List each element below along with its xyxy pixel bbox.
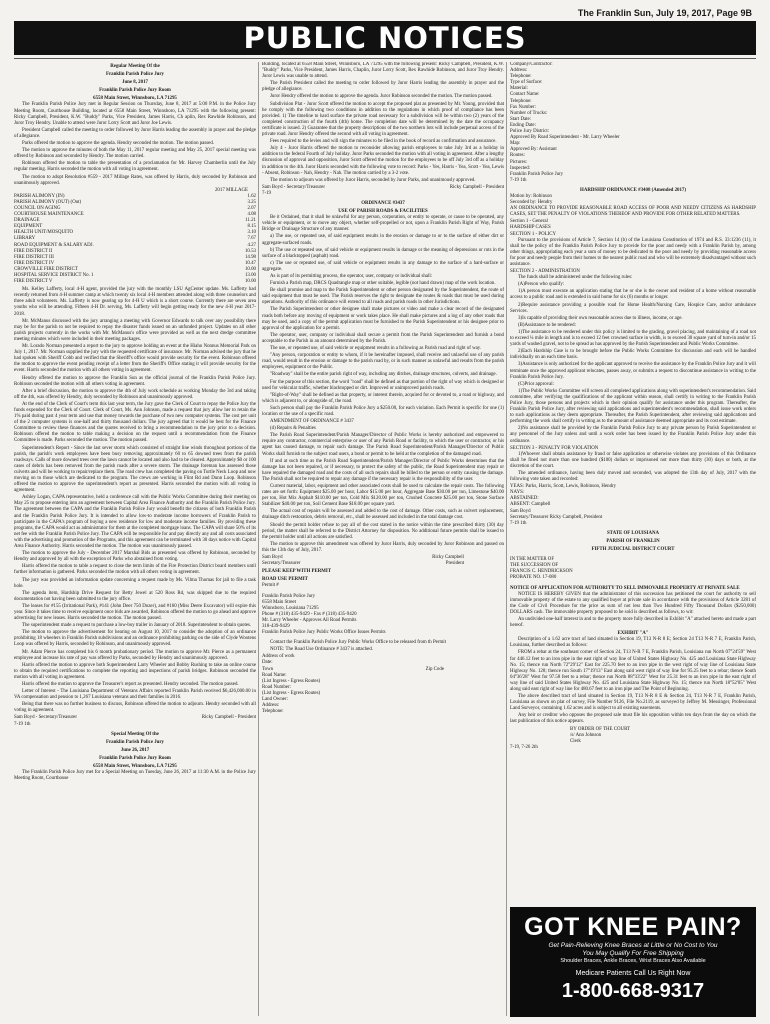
millage-row: HOSPITAL SERVICE DISTRICT No. 1 13.00	[14, 273, 256, 278]
millage-heading: 2017 MILLAGE	[214, 187, 248, 193]
notice-heading: Franklin Parish Police Jury Room	[99, 755, 171, 761]
notice-heading: 6558 Main Street, Winnsboro, LA 71295	[93, 96, 177, 102]
court-heading: FIFTH JUDICIAL DISTRICT COURT	[591, 547, 675, 553]
form-field: Approved By Road Superintendent - Mr. Larry Wheeler	[510, 135, 620, 141]
motion-line: Motion by: Robinson	[510, 193, 552, 199]
form-field: Town Zip Code	[262, 666, 444, 672]
paragraph: The motion to approve this amendment was offered by Juror Harris, duly seconded by Juror Robinson and passed on this the 13th day of July, 2017.	[262, 541, 504, 553]
ordinance-heading: HARDSHIP ORDINANCE #3408 (Amended 2017)	[580, 187, 686, 193]
vote-line: NAYS:	[510, 490, 525, 496]
paragraph: The amended ordinance, having been duly moved and seconded, was adopted the 13th day of July, 2017 with the following vote taken and recorded:	[510, 471, 756, 483]
paragraph: 2)Require assistance providing a possible road for Home Health/Nursing Care, Hospice Care, and/or ambulance Services.	[510, 302, 756, 314]
section-line: HARDSHIP CASES	[510, 225, 551, 231]
notice-heading: Special Meeting Of the	[111, 731, 159, 737]
form-field: Telephone:	[510, 98, 532, 104]
column-2	[262, 62, 504, 1018]
paragraph: NOTE: The Road Use Ordinance # 3437 is attached.	[270, 647, 373, 653]
paragraph: The Parish President called the meeting to order followed by Juror Harris leading the assembly in prayer and the pledge of allegiance.	[262, 81, 504, 93]
paragraph: Be it Ordained, that it shall be unlawful for any person, corporation, or entity to operate, or cause to be operated, any vehicle or equipment, or to move any object, whether self-propelled or not, upon a Franklin Parish Right of Way, Parish Bridge or Drainage Structure of any manner.	[262, 215, 504, 233]
paragraph: 1)A person must execute an application stating that he or she is the owner and resident of a home without reasonable access to a public road and is extended in said home for six (6) months or longer.	[510, 289, 756, 301]
knee-brace-ad[interactable]	[510, 907, 756, 1017]
paragraph: The motion to approve the July - December 2017 Marshal Bids as presented was offered by Robinson, seconded by Hendry and approved by all with the exception of Parks who abstained from voting.	[14, 551, 256, 563]
paragraph: For the purpose of this section, the word "road" shall be defined as that portion of the right of way which is designed or used for vehicular traffic, whether blacktopped or dirt. Improved or unimproved parish roads.	[262, 379, 504, 391]
paragraph: Juror Hendry offered the motion to approve the agenda. Juror Robinson seconded the motion. The motion passed.	[270, 94, 493, 100]
paragraph: The operator, user, company or individual shall secure a permit from the Parish Superintendent and furnish a bond acceptable to the Parish in an amount determined by the Parish.	[262, 332, 504, 344]
paragraph: Should the permit holder refuse to pay all of the cost stated in the notice within the time prescribed thirty (30) day period, the matter shall be referred to the District Attorney for disposition. No additional future permits shall be issued to the permit holder until all actions are satisfied.	[262, 522, 504, 540]
form-field: Number of Trucks:	[510, 110, 548, 116]
section-line: SECTION 3 - PENALTY FOR VIOLATION	[510, 445, 599, 451]
paragraph: Fees required to the levies and will sign the minutes to be filed in the book of record as confirmation and assurance.	[270, 139, 497, 145]
paragraph: c) The use or repeated use, of said vehicle or equipment results in any damage to the surface of a hard-surface or aggregate.	[262, 260, 504, 272]
permit-info: Mr. Larry Wheeler - Approves All Road Permits	[262, 617, 357, 623]
ad-callout: Medicare Patients Call Us Right Now	[575, 970, 691, 977]
court-order-line: BY ORDER OF THE COURT	[570, 726, 631, 732]
paragraph: FROM a rebar at the southeast corner of Section 24, T13 N-R 7 E, Franklin Parish, Louisiana run North 07°24'59" West for 446.12 feet to an iron pipe in the east right of way line of United States Highway No. 425 and Louisiana State Highway No. 15; thence run North 72°29'12" East for 225.70 feet to an iron pipe in the west right of way line of Louisiana State Highway No. 128; thence run South 17°19'13" East along said west right of way line for 95.25 feet to a rebar; thence South 04°36'28" West for 97.58 feet to a rebar; thence run North 88°33'22" West for 25.31 feet to an iron pipe in the east right of way line of said United States Highway No. 425 and Louisiana State Highway No. 15; thence run North 18°52'05" West along said east right of way line for 480.67 feet to an iron pipe and The Point of Beginning.	[510, 650, 756, 692]
form-field: Franklin Parish Police Jury	[510, 171, 564, 177]
paragraph: President Campbell called the meeting to order followed by Juror Harris leading the assembly in prayer and the pledge of allegiance.	[14, 127, 256, 139]
paragraph: Superintendent's Report - Since the last sever storm which consisted of straight line winds throughout portions of the parish, the parish's work employees have been busy removing approximately 60 to 65 downed trees from the parish roadways. Calls of more downed trees over the lawn cannot be located and also had to be cleared. Approximately $0 or 100 cases of debris has been removed from the parish roads after a severe storm. The drainage foreman has assessed those culverts and will be working to repair/replace them. The road crew has completed the paving on Turtle Neck Loop and now moving on to those which are dedicated to the program. The crews are working in Flint Rd and Dunn Loop. Robinson offered the motion to approve the superintendent's report as presented. Harris seconded the motion with all voting in agreement.	[14, 445, 256, 494]
paragraph: The use, or repeated use, of said vehicle or equipment results in a following as Parish road and right of way.	[270, 346, 482, 352]
millage-row: FIRE DISTRICT II 10.53	[14, 248, 256, 254]
paragraph: Harris offered the motion to table a request to close the term limits of the Fire Protection District board members until further information is gathered. Parks seconded the motion with all others voting in agreement.	[14, 564, 256, 576]
ad-phone-number[interactable]: 1-800-668-9317	[561, 980, 705, 1002]
vote-line: YEAS: Parks, Harris, Scott, Lewis, Robinson, Hendry	[510, 484, 617, 490]
permit-info: Winnsboro, Louisiana 71295	[262, 605, 319, 611]
paragraph: b) The use or repeated use, of said vehicle or equipment results in damage or the meaning of depressions or ruts in the surface of a blacktopped (asphalt) road.	[262, 247, 504, 259]
publication-date: 7-19 1th	[510, 520, 527, 526]
paragraph: Being that there was no further business to discuss, Robinson offered the motion to adjourn. Hendry seconded with all voting in agreement.	[14, 702, 256, 714]
form-field: Pictures:	[510, 159, 528, 165]
permit-info: Franklin Parish Police Jury	[262, 593, 316, 599]
form-field: Inspected:	[510, 165, 531, 171]
millage-row: FIRE DISTRICT III 14.98	[14, 254, 256, 260]
court-order-line: /s/ Ann Johnson	[570, 732, 602, 738]
paragraph: NOTICE IS HEREBY GIVEN that the administrator of this succession has petitioned the court for authority to sell immovable property of the estate to any qualified buyer at private sale in accordance with the provisions of Article 3281 of the Code of Civil Procedure for the price as sum of not less than Two Hundred Fifty Thousand Dollars ($250,000) DOLLARS cash. The immovable property proposed to be sold is described as follows, to wit:	[510, 591, 756, 615]
vote-line: ABSTAINED:	[510, 496, 539, 502]
vote-line: ABSENT: Campbell	[510, 502, 551, 508]
court-heading: STATE OF LOUISIANA	[606, 530, 660, 536]
form-field: Address:	[510, 68, 528, 74]
notice-heading: Franklin Parish Police Jury Room	[99, 88, 171, 94]
paragraph: The superintendent made a request to purchase a low-boy trailer in January of 2018. Superintendent to obtain quotes.	[22, 623, 252, 629]
permit-info: 6558 Main Street	[262, 599, 296, 605]
publication-date: 7-19 1th	[510, 177, 527, 183]
paragraph: The Franklin Parish Police Jury met in Regular Session on Thursday, June 8, 2017 at 5:00 P.M. in the Police Jury Meeting Room, Courthouse Building, located at 6558 Main Street, Winnsboro, LA 71295 with the following present: Ricky Campbell, President, K.W. "Buddy" Parks, Vice President, James Harris, Ch aplin, Rex Rawhide Robinson, and Juror Troy Hendry. Unable to attend were Juror Lorry Scott and Juror Joe Lewis.	[14, 102, 256, 126]
paragraph: Ms. Kelley Lafferty, local 4-H agent, provided the jury with the monthly LSU AgCenter update. Ms. Lafferty had recently returned from 4-H summer camp at which twenty six local 4-H members attended along with three counselors and three adult volunteers. Ms. Lafferty is now gearing up for 4-H U which is a short course. Currently there are seven area youths who will be attending. Fifteen 4-H Dr. serving, Ms. Lafferty will begin getting ready for the new 4-H year 2017-2018.	[14, 287, 256, 317]
paragraph: Subdivision Plat - Juror Scott offered the motion to accept the proposed plat as presented by Mr. Young, provided that he comply with the following two conditions in addition to the regulations in which proof of compliance has been provided. 1) The timeline to hard surface the private road necessary for a subdivision will be within two (2) years of the completed construction of the fourth (4th) home. The completion date will be determined by the date the occupancy certificate is issued. 2) Guarantee that the property descriptions of the two northern lots will include perpetual access of the private road. Juror Hendry offered the second with all voting in agreement.	[262, 101, 504, 138]
banner-rule	[14, 58, 756, 59]
paragraph: Mr. Lorado Norman presented a report to the jury to approve holding an event at the Hiaho Nonnus Memorial Park on July 1, 2017. Mr. Norman supplied the jury with the requested certificate of insurance. Mr. Norman advised the jury that he had spoken with Sheriff Cobb and verified that the Sheriff's office would provide security for the event. Robinson offered the motion to approve the event pending receipt of a letter from the Sheriff's Office stating it will provide security for the event. Harris seconded the motion with all others voting in agreement.	[14, 344, 256, 374]
ordinance-heading: USE OF PARISH ROADS & FACILITIES	[338, 209, 428, 215]
ad-tagline: Get Pain-Relieving Knee Braces at Little or No Cost to You	[548, 942, 718, 949]
paragraph: Harris offered the motion to approve the Treasurer's report as presented. Hendry seconded. The motion passed.	[22, 682, 239, 687]
ad-headline: GOT KNEE PAIN?	[524, 913, 742, 941]
exhibit-label: EXHIBIT "A"	[617, 631, 649, 637]
permit-number: Permit #	[262, 583, 279, 589]
motion-line: Seconded by: Hendry	[510, 200, 553, 206]
signature-line: Sam Boyd - Secretary/Treasurer Ricky Campbell - President	[262, 184, 504, 190]
paragraph: Harris offered the motion to approve both Superintendent Larry Wheeler and Bobby Rushing to take an online course to obtain the required certifications to complete the reporting and inspections of parish bridges. Robinson seconded the motion with all voting in agreement.	[14, 662, 256, 680]
paragraph: The agenda item, Hardship Drive Request for Betty Jewel at 520 Ross Rd, was skipped due to the required documentation not having been submitted to the jury office.	[14, 590, 256, 602]
notice-heading: June 8, 2017	[122, 80, 148, 86]
signature-line: Secretary/Treasurer President	[262, 561, 464, 567]
millage-row: LIBRARY 7.67	[14, 236, 256, 242]
millage-row: PARISH ALIMONY (OUT) (Out) 3.25	[14, 199, 256, 205]
millage-row: CROWVILLE FIRE DISTRICT 10.00	[14, 266, 256, 272]
form-field: Address of work	[262, 654, 295, 660]
notice-heading: June 26, 2017	[120, 747, 150, 753]
section-line: SECTION 2 - ADMINISTRATION	[510, 269, 580, 275]
paragraph: Any heir or creditor who opposes the proposed sale must file his opposition within ten days from the day on which the last publication of this notice appears.	[510, 713, 756, 725]
form-field: Land Owner:	[262, 697, 288, 702]
publication-date: 7-19	[262, 190, 271, 196]
paragraph: The Parish Superintendent or other designee shall make pictures or video and make a clear record of the designated roads both before any moving of equipment or work takes place. He shall make pictures and a log of any other roads that may be used, and a copy of the permit application must be furnished to the Parish Superintendent or his designee prior to approval of the application for a permit.	[262, 307, 504, 331]
paragraph: The above described tract of land situated in Section 19, T13 N-R 8 E & Section 24, T13 N-R 7 E, Franklin Parish, Louisiana as shown on plat of survey, File Number 9126, File No.2119, as surveyed by Jeffrey M. Messinger, Professional Land Surveyor, containing 1.62 acres and is subject to all existing easements.	[510, 694, 756, 712]
form-field: Type of Surface:	[510, 80, 543, 86]
paragraph: Building, located at 6558 Main Street, Winnsboro, LA 71295 with the following present: Ricky Campbell, President, K.W. "Buddy" Parks, Vice President, James Harris, Chaplin, Juror Lorry Scott, Rex Rawhide Robinson, and Juror Troy Hendry. Juror Lewis was unable to attend.	[262, 62, 504, 80]
paragraph: Pursuant to the provisions of Article 7, Section 14 (b) of the Louisiana Constitution of 1974 and R.S. 33:1236 (11), it shall be the policy of the Franklin Parish Police Jury to provide for the poor and needy with a Franklin Parish by, among other things, appropriating each year a sum of money to be dedicated to the poor and needy by providing reasonable access for poor and needy people from their homes to the nearest public road and who will be extremely disadvantaged without such assistance.	[510, 237, 756, 267]
signature-line: Sam Boyd Ricky Campbell	[262, 555, 464, 561]
paragraph: 3)Assistance is only authorized for the applicant approved to receive the assistance by the Franklin Police Jury and it will terminate once the approved applicant relocates, passes away, or submits a request to discontinue assistance in writing to the Franklin Parish Police Jury.	[510, 362, 756, 380]
notice-heading: NOTICE OF APPLICATION FOR AUTHORITY TO SELL IMMOVABLE PROPERTY AT PRIVATE SALE	[510, 585, 740, 591]
paragraph: Current material, labor, equipment and other associated costs shall be used to calculate the repair costs. The following rates are set forth: Equipment $25.00 per hour, Labor $15.00 per hour, Aggregate Base $30.00 per ton, Limestone $40.00 per ton, Hot Mix Asphalt $110.00 per ton, Cold Mix $120.00 per ton, Crushed Concrete $25.00 per ton, Stone Surface Stabilizer $40.00 per ton, Soil Cement Base $18.00 per square yard.	[262, 484, 504, 508]
paragraph: 2)Each Hardship Case is to be brought before the Public Works Committee for discussion and each will be handled individually on an each time basis.	[510, 349, 756, 361]
paragraph: Letter of Interest - The Louisiana Department of Veterans Affairs reported Franklin Parish received $6,426,000.00 in VA compensation and pension to 1,267 Louisiana veterans and their families in 2016.	[14, 689, 256, 701]
paragraph: Furnish a Parish map, DRCS Quadrangle map or other suitable, legible (not hand drawn) map of the work location.	[270, 281, 496, 287]
millage-row: COUNCIL ON AGING 2.07	[14, 205, 256, 211]
paragraph: Be shall promise and map to the Parish Superintendent or other person designated by the Superintendent, the route of said equipment that must be used. The Parish reserves the right to designate the routes & roads that must be used during operations. Authority of this ordinance will extend to all roads and parish roads in other Jurisdictions.	[262, 288, 504, 306]
paragraph: At the end of the Clerk of Court's term this last year term, the Jury gave the Clerk of Court to repay the Police Jury the funds expended for the Clerk of Court. Clerk of Court, Ms. Ann Johnson, made a request that jury allow her to retain the 1% paid during past 4 year term and use that money towards the purchase of two new computer systems. The cost per unit of the 2 computer systems is one-half and thirty thousand dollars. The jury agreed that it would be best for the Finance Committee to review these finances and the quotes received to bring a recommendation to the jury prior to a decision. Robinson offered the motion to table making a decision on the request until a recommendation from the Finance Committee is made. Parks seconded the motion. The motion passed.	[14, 401, 256, 444]
form-field: Police Jury District:	[510, 129, 550, 135]
paragraph: 3)Is capable of providing their own reasonable access due to illness, income, or age.	[518, 315, 683, 321]
paragraph: "Right-of-Way" shall be defined as that property, or interest therein, acquired for or devoted to, a road or highway, and which is adjacent to, or alongside of, the road.	[262, 392, 504, 404]
paragraph: Mr. McManus discussed with the jury arranging a meeting with Governor Edwards to talk over any possibility there may be for the parish to not be required to repay the disaster funds issued on an unfunded project. Updates on all other parish projects currently in the works with Mr. McManus's office were provided as well as the next dredge committee meeting minutes which were included in their meeting packages.	[14, 318, 256, 342]
paragraph: The Parish Road Superintendent/Parish Manager/Director of Public Works is hereby authorized and empowered to require any contractor, commercial enterprise or user of any Parish Road or facility, to which the user or contractor, or his agent has caused damage, to repair such damage. The Parish Road Superintendent/Parish Manager/Director of Public Works shall furnish to the subject road users, a bond or permit to be held at the completion of the damaged road.	[262, 433, 504, 457]
column-divider	[258, 62, 259, 1016]
vote-line: Sam Boyd	[510, 508, 531, 514]
millage-row: FIRE DISTRICT IV 10.47	[14, 260, 256, 266]
paragraph: The motion to approve the minutes of both the May 11, 2017 regular meeting and May 25, 2017 special meeting was offered by Robinson and seconded by Hendry. The motion carried.	[14, 148, 256, 160]
permit-info: Phone # (318) 435-9429 - Fax # (318) 435-9420	[262, 611, 357, 617]
millage-row: FIRE DISTRICT V 10.00	[14, 279, 256, 285]
notice-heading: Franklin Parish Police Jury	[105, 739, 164, 745]
notice-heading: Regular Meeting Of the	[110, 64, 160, 69]
form-field: Date:	[262, 660, 273, 666]
form-field: Road Name:	[262, 672, 287, 678]
publication-date: 7-19 1th	[14, 721, 31, 727]
running-head: The Franklin Sun, July 19, 2017, Page 9B	[577, 8, 752, 18]
column-1	[14, 62, 256, 1018]
form-field: Road Number:	[262, 684, 291, 690]
form-field: (List Ingress - Egress Routes)	[262, 690, 321, 696]
court-order-line: Clerk	[570, 738, 581, 744]
paragraph: (A)Person who qualify:	[518, 282, 565, 288]
paragraph: Such person shall pay the Franklin Parish Police Jury a $250.00, for each violation. Each Permit is specific for one (1) location or the use of a specific road.	[262, 405, 504, 417]
publication-date: 7-19, 7-26 2th	[510, 744, 538, 750]
paragraph: An undivided one-half interest in and to the property more fully described in Exhibit "A" attached hereto and made a part hereof.	[510, 616, 756, 629]
ordinance-heading: ORDINANCE #3437	[361, 200, 405, 206]
millage-row: HEALTH UNIT/MOSQUITO 3.10	[14, 230, 256, 236]
form-field: Telephone:	[262, 709, 284, 715]
form-field: Address:	[262, 703, 280, 709]
signature-line: Sam Boyd - Secretary/Treasurer Ricky Campbell - President	[14, 715, 256, 721]
paragraph: "Any person, corporation or entity to whom, if it be hereinafter imposed, shall receive and unlawful use of any parish road, would result in the erosion or damage to the parish road by, or in such manner as unlawful and results from the parish employees, equipment or the Public.	[262, 353, 504, 371]
form-field: Start Date:	[510, 116, 532, 122]
form-field: Contact Name:	[510, 92, 540, 98]
section-line: Section 1 - General	[510, 219, 548, 225]
paragraph: The Franklin Parish Police Jury met for a Special Meeting on Tuesday, June 26, 2017 at 11:30 A.M. in the Police Jury Meeting Room, Courthouse	[14, 770, 256, 782]
ad-tagline: You May Qualify For Free Shipping	[582, 950, 684, 957]
form-field: Ending Date:	[510, 122, 536, 128]
millage-row: EQUIPMENT 8.15	[14, 224, 256, 230]
paragraph: July 4 - Juror Harris offered the motion to reconsider allowing parish employees to take July 3rd as a holiday in addition to the federal Fourth of July holiday. Juror Parks seconded the motion with all voting in agreement. After a lengthy discussion of approval and opposition, Juror Scott offered the motion for the employees to be off July 3rd off as a holiday in addition to the 4th. Juror Harris seconded with the following vote to record: Parks - Yes, Harris - Yea, Scott - Yea, Lewis - Absent, Robinson - Nah, Hendry - Nah. The motion carried by a 3-2 vote.	[262, 146, 504, 176]
paragraph: After a brief discussion, the motion to approve the 4th of July work schedule as working Monday the 3rd and taking off the 4th, was offered by Hendry, duly seconded by Robinson and unanimously approved.	[14, 388, 256, 400]
paragraph: 1)Whoever shall obtain assistance by fraud or false application or otherwise violates any provisions of this Ordinance shall be fined not more than one hundred ($100) dollars or imprisoned not more than thirty (30) days or both, at the discretion of the court.	[510, 451, 756, 469]
permit-label: ROAD USE PERMIT	[262, 577, 308, 583]
ad-tagline: Shoulder Braces, Ankle Braces, Wrist Braces Also Available	[560, 958, 706, 964]
paragraph: (B)Assistance to be rendered:	[518, 322, 576, 328]
paragraph: (C)Prior approval:	[518, 381, 554, 387]
millage-row: DRAINAGE 11.21	[14, 218, 256, 224]
paragraph: As is part of its permitting process, the operator, user, company or individual shall:	[270, 274, 433, 279]
case-line: IN THE MATTER OF	[510, 557, 555, 563]
case-line: PROBATE NO. 17-080	[510, 575, 557, 581]
paragraph: Robinson offered the motion to table the presentation of a proclamation for Mr. Harvey Chamberlin until the July regular meeting. Harris seconded the motion with all voting in agreement.	[14, 161, 256, 173]
paragraph: The leases for #155 (Irritational Park), #141 (John Deer 750 Dozer), and #160 (Miss Deere Excavator) will expire this year. Since it takes time to receive equipment once bids are awarded, Robinson offered the motion to go ahead and approve advertising for new leases. Harris seconded the motion. The motion passed.	[14, 603, 256, 622]
permit-info: Franklin Parish Police Jury Public Works Office Issues Permits	[262, 630, 386, 636]
paragraph: Mr. Adam Pierce has completed his 6 month probationary period. The motion to approve Mr. Pierce as a permanent employee and increase his rate of pay was offered by Parks, seconded by Hendry and unanimously approved.	[14, 649, 256, 661]
permit-label: PLEASE KEEP WITH PERMIT	[262, 569, 332, 575]
paragraph: "Roadway" shall be the entire parish right of way, including any ditches, drainage structures, culverts, and drainage.	[270, 372, 497, 378]
paragraph: The motion to adjourn was offered by Juror Harris, seconded by Juror Parks, and unanimously approved.	[270, 177, 476, 183]
paragraph: 1)The assistance to be rendered under this policy is limited to the grading, gravel placing, and maintaining of a road not to exceed ¼ mile in length and is to exceed 12 feet crowned surface in width, is to exceed 30 square yard of turn-in and/or 15 yards of washed gravel, not to be spread as has approved by the Parish Superintendent and Public Works Committee.	[510, 329, 756, 348]
paragraph: Contact the Franklin Parish Police Jury Public Works Office to be released from th Permit	[270, 640, 446, 646]
paragraph: Ashley Logan, CAPA representative, held a conference call with the Public Works Committee during their meeting on May 25 to propose entering into an agreement between Capital Area Finance Authority and the Franklin Parish Police Jury. The agreement between the CAPA and the Franklin Parish Police Jury would benefit the citizens of both Franklin Parish and the Franklin Parish Police Jury. It is intended to allow low-to moderate income borrowers of Franklin Parish to participate in the CAPA's program of buying a new residence for low and moderate income families. By providing these programs, the CAPA would act as administrator for them at the completed mortgage loans. The CAPA will share 50% of its net fee with the Franklin Parish Police Jury. The CAPA will be responsible for and pay directly any and all costs associated with the advertising and promotion of the Programs, and this agreement can be terminated with 30 days notice with Capital Area Finance Authority. Harris seconded the motion. The motion was unanimously passed.	[14, 495, 256, 550]
paragraph: Parks offered the motion to approve the agenda. Hendry seconded the motion. The motion passed.	[22, 141, 214, 147]
section-banner: PUBLIC NOTICES	[14, 21, 756, 55]
form-field: Approved By: Assistant	[510, 147, 557, 153]
case-line: THE SUCCESSION OF	[510, 563, 559, 569]
form-field: Map:	[510, 141, 521, 147]
vote-line: Secretary/Treasurer Ricky Campbell, President	[510, 514, 603, 520]
paragraph: a) The use, or repeated use, of said equipment results in the erosion or damage to or to the surface of either dirt or aggregate-surfaced roads.	[262, 234, 504, 246]
section-line: SECTION 1 - POLICY	[510, 231, 557, 237]
paragraph: If and at such time as the Parish Road Superintendent/Parish Manager/Director of Public Works determines that the damage has not been repaired, or if necessary, to protect the safety of the public, the Road Superintendent may repair or have repaired the damaged road and the costs of all such repairs shall be billed to the person or entity causing the damage. The Parish shall not be required to repair any damage if the necessary repair is the responsibility of the user.	[262, 458, 504, 482]
paragraph: The funds shall be administered under the following rules:	[518, 275, 633, 281]
paragraph: The actual cost of repairs will be assessed and added to the cost of damage. Other costs, such as culvert replacement, drainage ditch restoration, debris removal, etc., shall be assessed and included in the total damage cost.	[262, 509, 504, 521]
paragraph: 2)No assistance shall be provided by the Franklin Parish Police Jury to any private person by Parish Superintendent or any personnel of the Jury unless and until a work order has been issued by the Franklin Parish Police Jury under this ordinance.	[510, 426, 756, 444]
millage-row: PARISH ALIMONY (IN) 1.62	[14, 193, 256, 199]
paragraph: Description of a 1.62 acre tract of land situated in Section 19, T13 N-R 8 E; Section 24 T13 N-R 7 E, Franklin Parish, Louisiana, further described as follows:	[510, 637, 756, 649]
paragraph: The motion to approve the advertisement for hearing on August 10, 2017 to consider the adoption of an ordinance prohibiting 18 wheelers in Franklin Parish subdivisions and an ordinance prohibiting parking on the side of Clyde Wootens Loop was offered by Harris, seconded by Robinson, and unanimously approved.	[14, 630, 256, 648]
paragraph: The motion to adopt Resolution #559 - 2017 Millage Rates, was offered by Harris, duly seconded by Robinson and unanimously approved.	[14, 174, 256, 186]
notice-heading: 6558 Main Street, Winnsboro, LA 71295	[93, 764, 177, 770]
permit-info: 318-439-9429	[262, 623, 290, 629]
column-divider	[506, 62, 507, 1016]
court-heading: PARISH OF FRANKLIN	[606, 538, 660, 544]
paragraph: Hendry offered the motion to approve the Franklin Sun as the official journal of the Franklin Parish Police Jury. Robinson seconded the motion with all others voting in agreement.	[14, 375, 256, 387]
form-field: Fax Number:	[510, 104, 536, 110]
column-3	[510, 62, 756, 902]
millage-row: COURTHOUSE MAINTENANCE 4.08	[14, 212, 256, 218]
millage-row: ROAD EQUIPMENT & SALARY ADJ. 4.27	[14, 242, 256, 248]
paragraph: The jury was provided an information update concerning a request made by Ms. Vilma Thomas for jail to file a task hole.	[14, 577, 256, 589]
form-field: (List Ingress - Egress Routes)	[262, 678, 321, 684]
millage-table	[14, 188, 256, 286]
form-field: Material:	[510, 86, 528, 92]
paragraph: AN ORDINANCE TO PROVIDE REASONABLE ROAD ACCESS OF POOR AND NEEDY CITIZENS AS HARDSHIP CASES, SET THE PENALTY OF VIOLATIONS THEREOF AND PROVIDE FOR OTHER RELATED MATTERS.	[510, 206, 756, 218]
form-field: Routes:	[510, 153, 525, 159]
case-line: FRANCIS C. HENDRICKSON	[510, 569, 573, 575]
paragraph: AMENDMENT OF ORDINANCE # 3437	[270, 419, 354, 425]
form-field: Company/Contractor:	[510, 62, 553, 67]
notice-heading: Franklin Parish Police Jury	[105, 72, 164, 78]
paragraph: 1)The Public Works Committee will screen all completed applications along with superintendent's recommendation. Said committee, after verifying the qualifications of the applicant within reason, shall certify in writing to the Franklin Parish Police Jury, those persons and projects which in their opinion qualify for assistance under this program. Thereafter, the Franklin Parish Police Jury, after reviewing said applications and superintendent's recommendation, shall issue work orders to such applications as they deem appropriate. Thereafter, the Parish Superintendent, after reviewing said applications and performing the work shall certify in writing as to the amount of assistance deemed appropriate and its cost estimate.	[510, 388, 756, 425]
form-field: Telephone:	[510, 74, 532, 80]
paragraph: (d) Repairs & Penalties	[270, 426, 316, 432]
